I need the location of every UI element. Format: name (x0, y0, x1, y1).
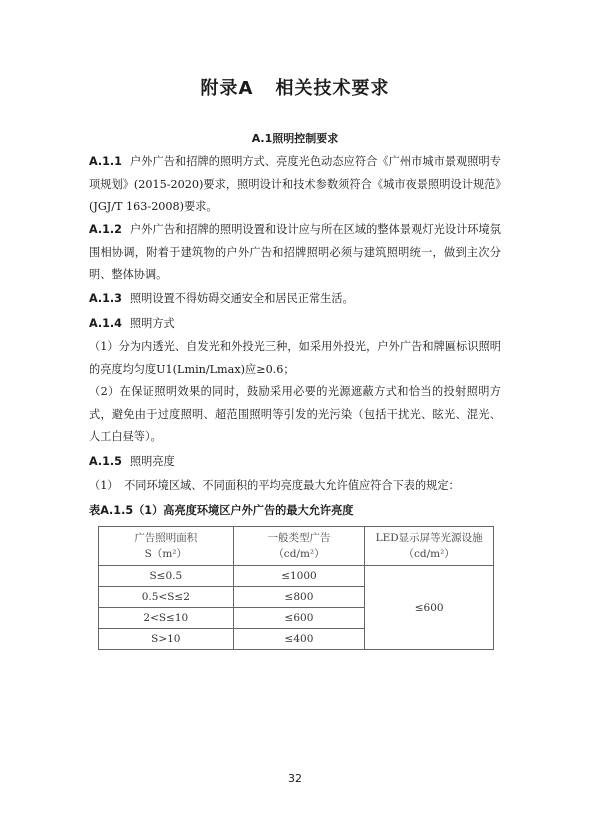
clause-number: A.1.3 (89, 292, 122, 305)
section-heading: A.1照明控制要求 (251, 132, 339, 145)
cell-general: ≤600 (233, 608, 365, 629)
clause-a114-item1: （1）分为内透光、自发光和外投光三种，如采用外投光，户外广告和牌匾标识照明的亮度均匀度U1(Lmin/Lmax)应≥0.6； (89, 340, 501, 376)
table-row (99, 566, 494, 587)
cell-general: ≤1000 (233, 566, 365, 587)
clause-number: A.1.1 (89, 155, 122, 168)
cell-area: S>10 (99, 629, 234, 650)
clause-number: A.1.4 (89, 317, 122, 330)
clause-text: 照明方式 (129, 317, 175, 330)
clause-number: A.1.5 (89, 455, 122, 468)
cell-general: ≤400 (233, 629, 365, 650)
clause-a114 (89, 313, 501, 336)
page-number: 32 (288, 772, 302, 785)
cell-area: 0.5<S≤2 (99, 587, 234, 608)
clause-text: 照明设置不得妨碍交通安全和居民正常生活。 (129, 292, 354, 305)
clause-a115-item1: （1） 不同环境区域、不同面积的平均亮度最大允许值应符合下表的规定： (89, 479, 460, 492)
clause-text: 户外广告和招牌的照明方式、亮度光色动态应符合《广州市城市景观照明专项规划》(2015-2020)要求，照明设计和技术参数须符合《城市夜景照明设计规范》(JGJ/T 163-2008)要求。 (89, 155, 501, 213)
clause-text: 户外广告和招牌的照明设置和设计应与所在区域的整体景观灯光设计环境氛围相协调，附着于建筑物的户外广告和招牌照明必须与建筑照明统一，做到主次分明、整体协调。 (89, 223, 501, 281)
clause-number: A.1.2 (89, 223, 122, 236)
clause-a113 (89, 288, 501, 311)
cell-led: ≤600 (365, 566, 494, 650)
table-header-row (99, 527, 494, 566)
header-area: 广告照明面积 S（m²） (99, 527, 234, 566)
cell-general: ≤800 (233, 587, 365, 608)
header-general: 一般类型广告 （cd/m²） (233, 527, 365, 566)
luminance-table (98, 526, 494, 650)
cell-area: S≤0.5 (99, 566, 234, 587)
clause-a111 (89, 151, 501, 219)
clause-a115 (89, 451, 501, 474)
clause-a112 (89, 219, 501, 287)
title-appendix: 附录A (200, 78, 254, 99)
table-caption: 表A.1.5（1）高亮度环境区户外广告的最大允许亮度 (89, 504, 354, 517)
cell-area: 2<S≤10 (99, 608, 234, 629)
title-subject: 相关技术要求 (275, 78, 390, 99)
clause-text: 照明亮度 (129, 455, 175, 468)
clause-a114-item2: （2）在保证照明效果的同时，鼓励采用必要的光源遮蔽方式和恰当的投射照明方式，避免由于过度照明、超范围照明等引发的光污染（包括干扰光、眩光、混光、人工白昼等）。 (89, 385, 501, 443)
page-title (0, 74, 590, 100)
header-led: LED显示屏等光源设施 （cd/m²） (365, 527, 494, 566)
